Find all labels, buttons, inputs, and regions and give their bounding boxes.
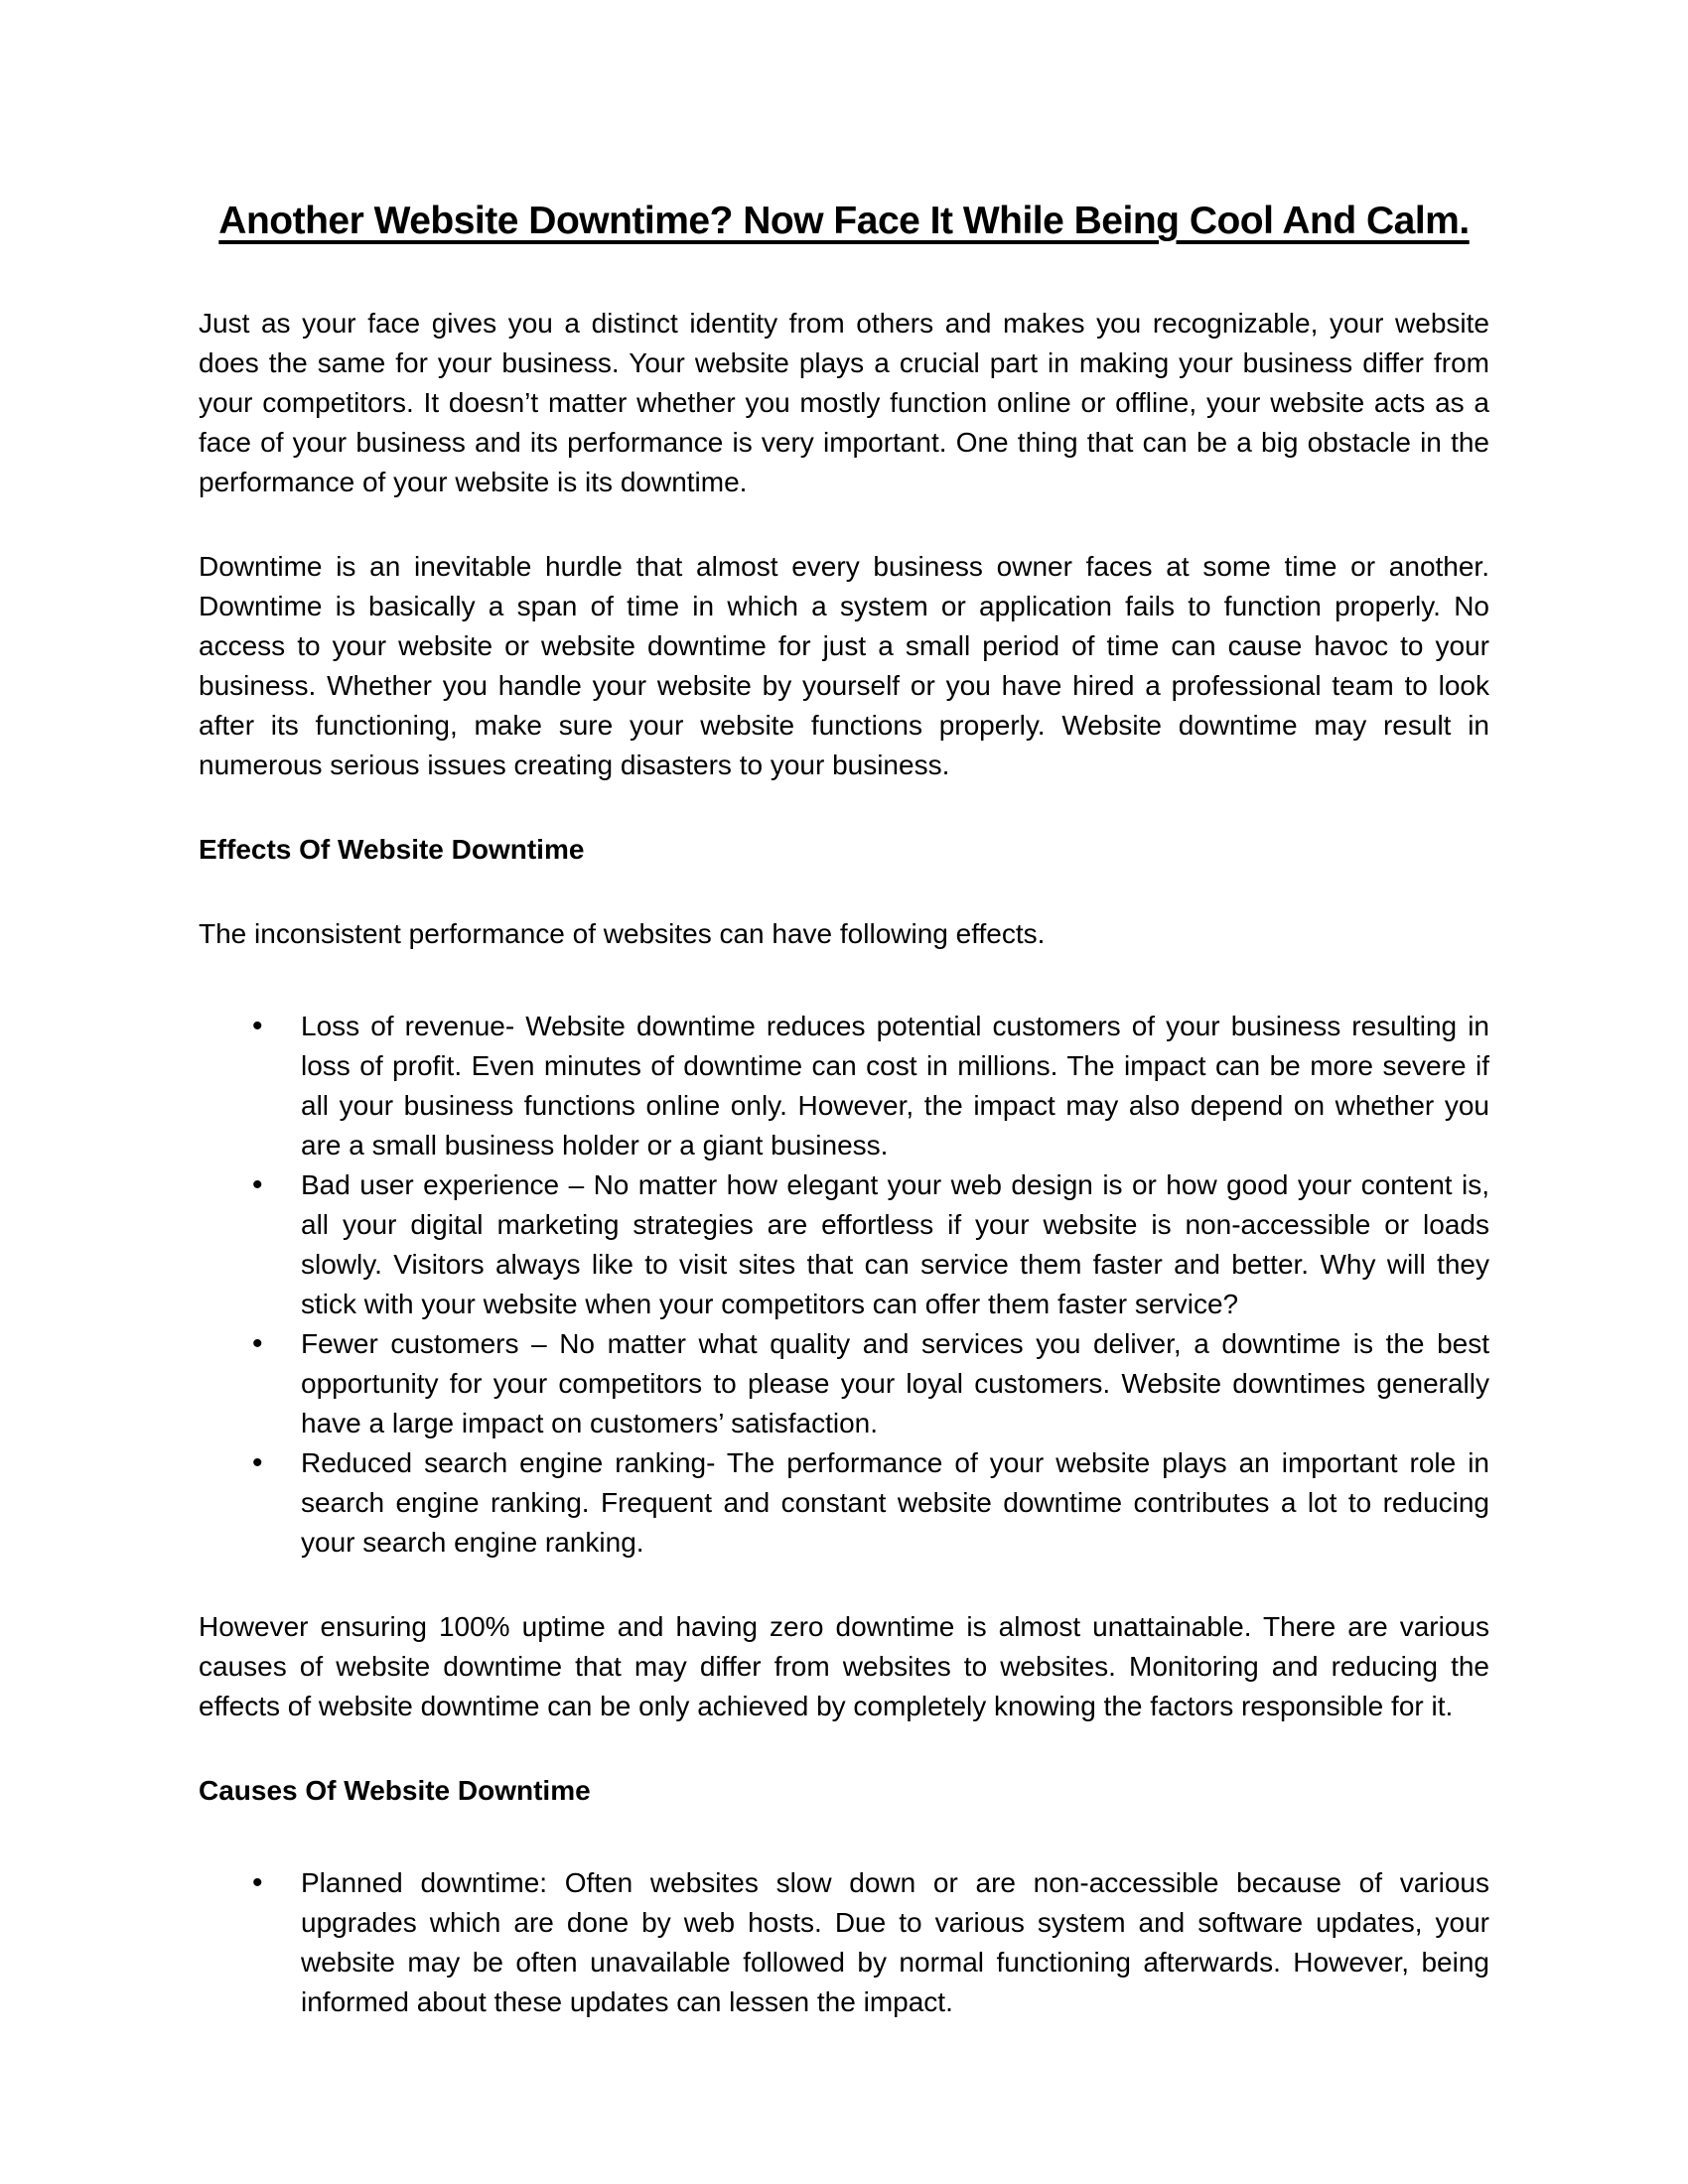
causes-section-heading: Causes Of Website Downtime xyxy=(199,1775,591,1806)
list-item-bad-user-experience: • Bad user experience – No matter how elegant your web design is or how good your content is, all your digital marketing strategies are effortless if your website is non-accessible or loads slowly. Visitors always like to visit sites that can service them faster and better. Why will they stick with your website when your competitors can offer them faster service? xyxy=(199,1165,1489,1324)
intro-paragraph-2: Downtime is an inevitable hurdle that almost every business owner faces at some time or another. Downtime is basically a span of time in which a system or application fails to function properly. No access to your website or website downtime for just a small period of time can cause havoc to your business. Whether you handle your website by yourself or you have hired a professional team to look after its functioning, make sure your website functions properly. Website downtime may result in numerous serious issues creating disasters to your business. xyxy=(199,551,1489,780)
effects-closing-paragraph: However ensuring 100% uptime and having zero downtime is almost unattainable. There are various causes of website downtime that may differ from websites to websites. Monitoring and reducing the effects of website downtime can be only achieved by completely knowing the factors responsible for it. xyxy=(199,1611,1489,1721)
list-item-planned-downtime: • Planned downtime: Often websites slow down or are non-accessible because of various upgrades which are done by web hosts. Due to various system and software updates, your website may be often unavailable followed by normal functioning afterwards. However, being informed about these updates can lessen the impact. xyxy=(199,1863,1489,2022)
effects-lead-paragraph: The inconsistent performance of websites can have following effects. xyxy=(199,918,1046,949)
list-item-fewer-customers: • Fewer customers – No matter what quality and services you deliver, a downtime is the best opportunity for your competitors to please your loyal customers. Website downtimes generally have a large impact on customers’ satisfaction. xyxy=(199,1324,1489,1443)
intro-paragraph-1: Just as your face gives you a distinct identity from others and makes you recognizable, your website does the same for your business. Your website plays a crucial part in making your business differ from your competitors. It doesn’t matter whether you mostly function online or offline, your website acts as a face of your business and its performance is very important. One thing that can be a big obstacle in the performance of your website is its downtime. xyxy=(199,308,1489,497)
causes-bullet-list xyxy=(199,1863,1489,2022)
document-title: Another Website Downtime? Now Face It While Being Cool And Calm. xyxy=(218,200,1470,242)
effects-section-heading: Effects Of Website Downtime xyxy=(199,834,585,865)
list-item-reduced-search-engine-ranking: • Reduced search engine ranking- The performance of your website plays an important role in search engine ranking. Frequent and constant website downtime contributes a lot to reducing your search engine ranking. xyxy=(199,1443,1489,1563)
effects-bullet-list xyxy=(199,1007,1489,1563)
list-item-loss-of-revenue: • Loss of revenue- Website downtime reduces potential customers of your business resulting in loss of profit. Even minutes of downtime can cost in millions. The impact can be more severe if all your business functions online only. However, the impact may also depend on whether you are a small business holder or a giant business. xyxy=(199,1007,1489,1165)
